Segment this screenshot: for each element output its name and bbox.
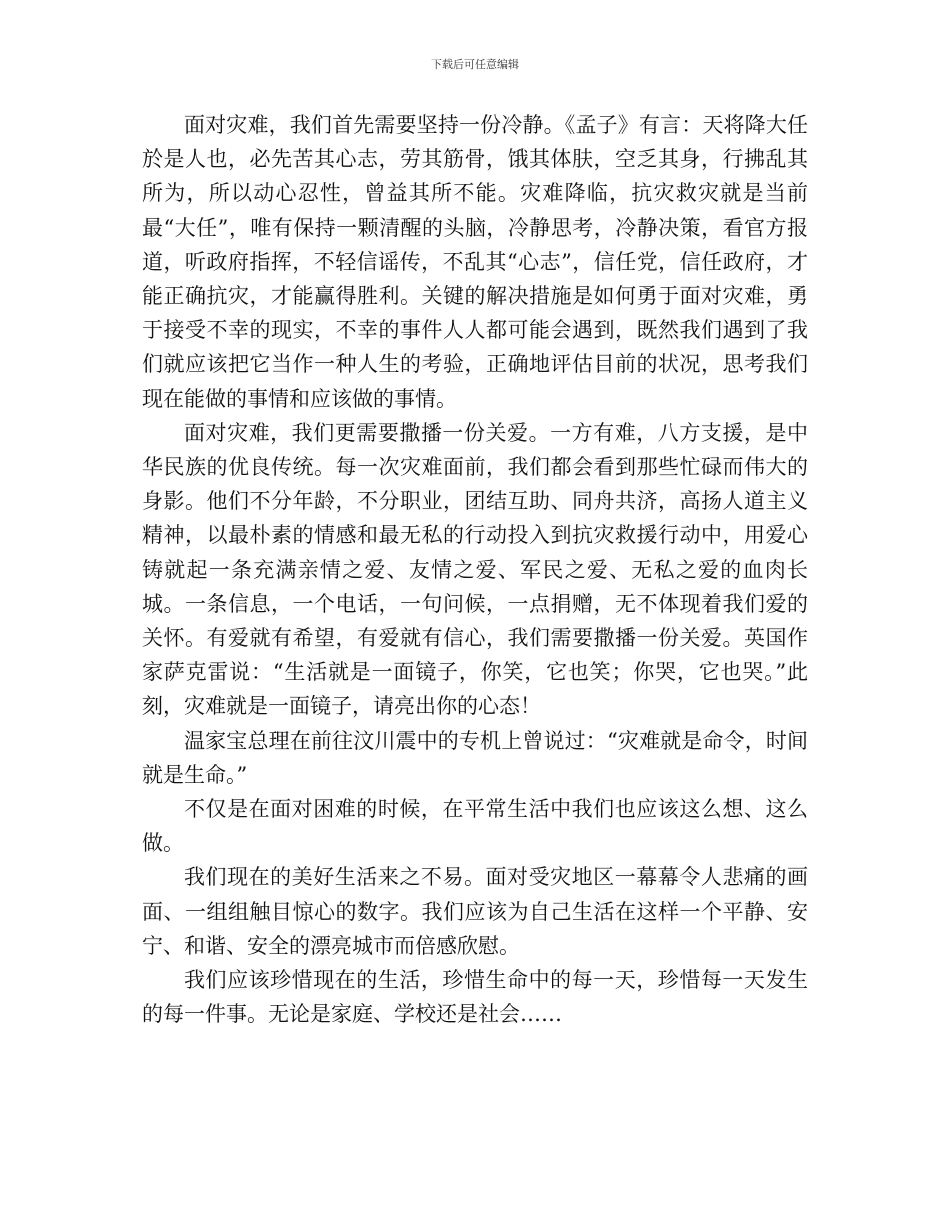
document-body	[142, 108, 808, 1031]
paragraph: 面对灾难，我们更需要撒播一份关爱。一方有难，八方支援，是中华民族的优良传统。每一次灾难面前，我们都会看到那些忙碌而伟大的身影。他们不分年龄，不分职业，团结互助、同舟共济，高扬人道主义精神，以最朴素的情感和最无私的行动投入到抗灾救援行动中，用爱心铸就起一条充满亲情之爱、友情之爱、军民之爱、无私之爱的血肉长城。一条信息，一个电话，一句问候，一点捐赠，无不体现着我们爱的关怀。有爱就有希望，有爱就有信心，我们需要撒播一份关爱。英国作家萨克雷说：“生活就是一面镜子，你笑，它也笑；你哭，它也哭。”此刻，灾难就是一面镜子，请亮出你的心态！	[142, 420, 808, 719]
paragraph: 温家宝总理在前往汶川震中的专机上曾说过：“灾难就是命令，时间就是生命。”	[142, 728, 808, 787]
paragraph: 我们现在的美好生活来之不易。面对受灾地区一幕幕令人悲痛的画面、一组组触目惊心的数字。我们应该为自己生活在这样一个平静、安宁、和谐、安全的漂亮城市而倍感欣慰。	[142, 865, 808, 958]
paragraph: 我们应该珍惜现在的生活，珍惜生命中的每一天，珍惜每一天发生的每一件事。无论是家庭、学校还是社会……	[142, 968, 808, 1027]
paragraph: 面对灾难，我们首先需要坚持一份冷静。《孟子》有言：天将降大任於是人也，必先苦其心志，劳其筋骨，饿其体肤，空乏其身，行拂乱其所为，所以动心忍性，曾益其所不能。灾难降临，抗灾救灾就是当前最“大任”，唯有保持一颗清醒的头脑，冷静思考，冷静决策，看官方报道，听政府指挥，不轻信谣传，不乱其“心志”，信任党，信任政府，才能正确抗灾，才能赢得胜利。关键的解决措施是如何勇于面对灾难，勇于接受不幸的现实，不幸的事件人人都可能会遇到，既然我们遇到了我们就应该把它当作一种人生的考验，正确地评估目前的状况，思考我们现在能做的事情和应该做的事情。	[142, 113, 808, 411]
paragraph: 不仅是在面对困难的时候，在平常生活中我们也应该这么想、这么做。	[142, 797, 808, 856]
page-header: 下载后可任意编辑	[431, 58, 519, 71]
